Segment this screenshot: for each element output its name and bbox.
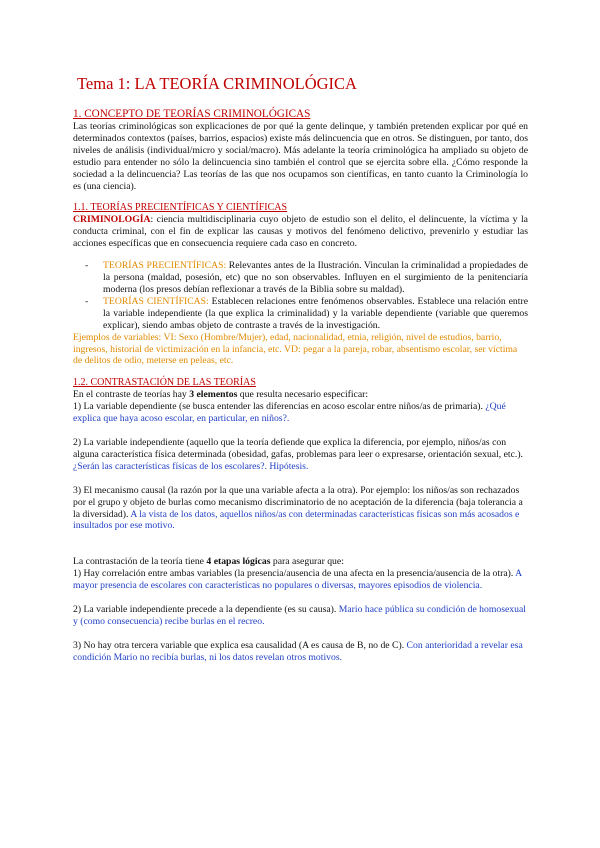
stages-intro	[73, 556, 528, 568]
list-item-precientificas	[103, 260, 528, 296]
stages-intro-pre: La contrastación de la teoría tiene	[73, 556, 207, 568]
stages-intro-post: para asegurar que:	[270, 556, 344, 568]
precientificas-label: TEORÍAS PRECIENTÍFICAS:	[103, 260, 227, 272]
element-1-example: ¿Qué explica que haya acoso escolar, en particular, en niños?.	[73, 401, 506, 425]
stage-2-example: Mario hace pública su condición de homosexual y (como consecuencia) recibe burlas en el recreo.	[73, 604, 526, 627]
element-1	[73, 401, 528, 425]
stage-1	[73, 568, 528, 592]
precientificas-text: Relevantes antes de la Ilustración. Vinculan la criminalidad a propiedades de la persona (maldad, posesión, etc) que no son observables. Influyen en el surgimiento de la penitenciaría moderna (los presos debían reflexionar a través de la Biblia sobre su maldad).	[103, 260, 528, 295]
document-title: Tema 1: LA TEORÍA CRIMINOLÓGICA	[77, 74, 357, 93]
elements-intro-bold: 3 elementos	[189, 389, 238, 401]
cientificas-label: TEORÍAS CIENTÍFICAS:	[103, 295, 209, 307]
element-2-text: 2) La variable independiente (aquello que la teoría defiende que explica la diferencia, por ejemplo, niños/as con alguna característica física determinada (obesidad, gafas, problemas para leer o expresarse, orientación sexual, etc.).	[73, 437, 523, 460]
stage-2-text: 2) La variable independiente precede a la dependiente (es su causa).	[73, 604, 339, 616]
criminologia-definition-text: : ciencia multidisciplinaria cuyo objeto de estudio son el delito, el delincuente, la víctima y la conducta criminal, con el fin de explicar las causas y motivos del fenómeno delictivo, prevenirlo y estudiar las acciones específicas que en consecuencia requiere cada caso en concreto.	[73, 214, 528, 250]
section-1-1-heading: 1.1. TEORÍAS PRECIENTÍFICAS Y CIENTÍFICAS	[73, 202, 288, 214]
stage-3-text: 3) No hay otra tercera variable que explica esa causalidad (A es causa de B, no de C).	[73, 639, 407, 651]
list-item-cientificas	[103, 296, 528, 332]
element-2-example: ¿Serán las características físicas de los escolares?. Hipótesis.	[73, 460, 309, 472]
theory-types-list	[73, 260, 528, 331]
elements-intro	[73, 389, 528, 401]
stage-2	[73, 604, 528, 628]
element-3-example: A la vista de los datos, aquellos niños/as con determinadas características físicas son más acosados e insultados por ese motivo.	[73, 508, 520, 532]
section-1-heading: 1. CONCEPTO DE TEORÍAS CRIMINOLÓGICAS	[73, 108, 311, 120]
cientificas-text: Establecen relaciones entre fenómenos observables. Establece una relación entre la variable independiente (la que explica la criminalidad) y la variable dependiente (variable que queremos explicar), siendo ambas objeto de contraste a través de la investigación.	[103, 295, 528, 331]
variables-examples: Ejemplos de variables: VI: Sexo (Hombre/Mujer), edad, nacionalidad, etnia, religión, nivel de estudios, barrio, ingresos, historial de victimización en la infancia, etc. VD: pegar a la pareja, robar, absentismo escolar, ser víctima de delitos de odio, meterse en peleas, etc.	[73, 331, 518, 367]
elements-intro-post: que resulta necesario especificar:	[237, 389, 369, 401]
stages-intro-bold: 4 etapas lógicas	[206, 556, 271, 568]
element-3	[73, 485, 528, 533]
element-3-text: 3) El mecanismo causal (la razón por la que una variable afecta a la otra). Por ejemplo: los niños/as son rechazados por el grupo y objeto de burlas como mecanismo discriminatorio de no aceptación de la diferencia (baja tolerancia a la diversidad).	[73, 484, 523, 520]
stage-1-text: 1) Hay correlación entre ambas variables (la presencia/ausencia de una afecta en la presencia/ausencia de la otra).	[73, 568, 516, 580]
stage-3	[73, 640, 528, 664]
document-body	[73, 108, 528, 664]
element-2	[73, 437, 528, 473]
stage-3-example: Con anterioridad a revelar esa condición Mario no recibía burlas, ni los datos revelan otros motivos.	[73, 639, 523, 663]
element-1-text: 1) La variable dependiente (se busca entender las diferencias en acoso escolar entre niños/as de primaria).	[73, 401, 486, 413]
section-1-2-heading: 1.2. CONTRASTACIÓN DE LAS TEORÍAS	[73, 377, 256, 389]
stage-1-example: A mayor presencia de escolares con características no populares o diversas, mayores episodios de violencia.	[73, 568, 522, 592]
criminologia-definition	[73, 214, 528, 250]
elements-intro-pre: En el contraste de teorías hay	[73, 389, 190, 401]
criminologia-term: CRIMINOLOGÍA	[73, 214, 151, 226]
section-1-body: Las teorías criminológicas son explicaciones de por qué la gente delinque, y también pretenden explicar por qué en determinados contextos (países, barrios, espacios) existe más delincuencia que en otros. Se distinguen, por tanto, dos niveles de análisis (individual/micro y social/macro). Más adelante la teoría criminológica ha ampliado su objeto de estudio para entender no sólo la delincuencia sino también el control que se ejercita sobre ella. ¿Cómo responde la sociedad a la delincuencia? Las teorías de las que nos ocupamos son científicas, en tanto cuanto la Criminología lo es (una ciencia).	[73, 121, 528, 192]
